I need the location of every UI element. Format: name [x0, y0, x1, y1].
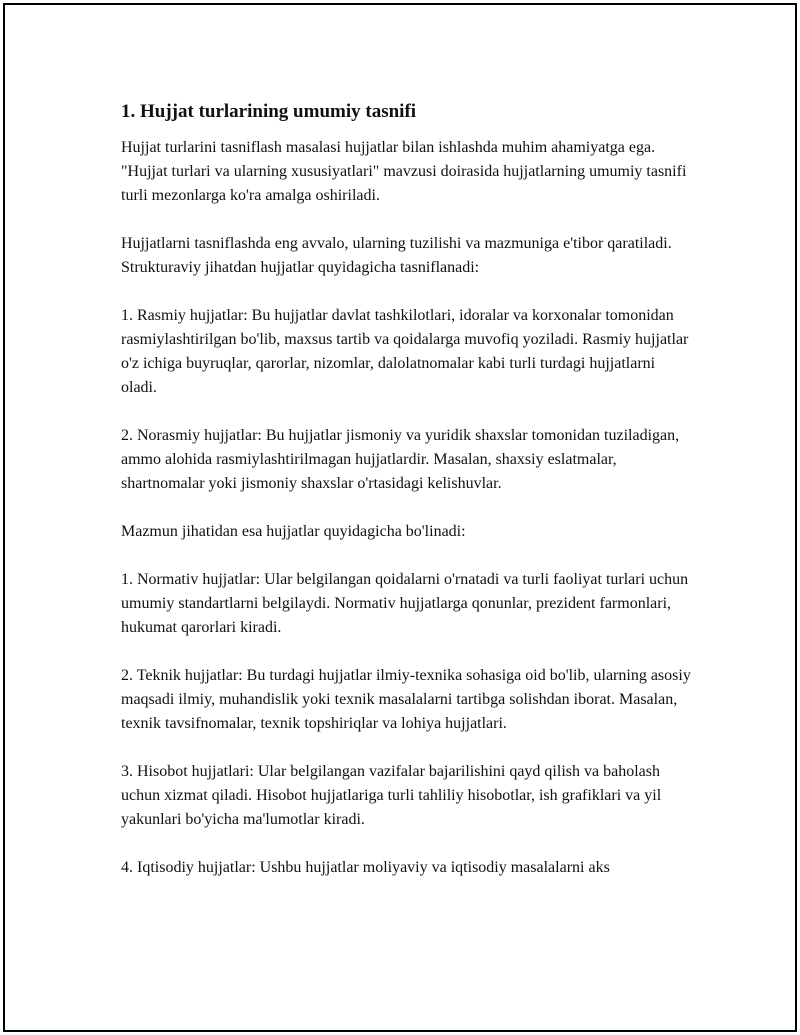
paragraph: 4. Iqtisodiy hujjatlar: Ushbu hujjatlar moliyaviy va iqtisodiy masalalarni aks [121, 859, 610, 876]
paragraph: 2. Norasmiy hujjatlar: Bu hujjatlar jismoniy va yuridik shaxslar tomonidan tuziladigan, ammo alohida rasmiylashtirilmagan hujjatlardir. Masalan, shaxsiy eslatmalar, shartnomalar yoki jismoniy shaxslar o'rtasidagi kelishuvlar. [121, 427, 680, 492]
paragraph: Mazmun jihatidan esa hujjatlar quyidagicha bo'linadi: [121, 523, 466, 540]
paragraph: 3. Hisobot hujjatlari: Ular belgilangan vazifalar bajarilishini qayd qilish va baholash uchun xizmat qiladi. Hisobot hujjatlariga turli tahliliy hisobotlar, ish grafiklari va yil yakunlari bo'yicha ma'lumotlar kiradi. [121, 763, 662, 828]
section-heading: 1. Hujjat turlarining umumiy tasnifi [121, 101, 417, 122]
document-page [3, 3, 797, 1032]
paragraph: Hujjat turlarini tasniflash masalasi hujjatlar bilan ishlashda muhim ahamiyatga ega. "Hujjat turlari va ularning xususiyatlari" mavzusi doirasida hujjatlarning umumiy tasnifi turli mezonlarga ko'ra amalga oshiriladi. [121, 139, 687, 204]
paragraph: 2. Teknik hujjatlar: Bu turdagi hujjatlar ilmiy-texnika sohasiga oid bo'lib, ularning asosiy maqsadi ilmiy, muhandislik yoki texnik masalalarni tartibga solishdan iborat. Masalan, texnik tavsifnomalar, texnik topshiriqlar va lohiya hujjatlari. [121, 667, 691, 732]
paragraph: 1. Rasmiy hujjatlar: Bu hujjatlar davlat tashkilotlari, idoralar va korxonalar tomonidan rasmiylashtirilgan bo'lib, maxsus tartib va qoidalarga muvofiq yoziladi. Rasmiy hujjatlar o'z ichiga buyruqlar, qarorlar, nizomlar, dalolatnomalar kabi turli turdagi hujjatlarni oladi. [121, 307, 689, 396]
paragraph: Hujjatlarni tasniflashda eng avvalo, ularning tuzilishi va mazmuniga e'tibor qaratiladi. Strukturaviy jihatdan hujjatlar quyidagicha tasniflanadi: [121, 235, 672, 276]
paragraph: 1. Normativ hujjatlar: Ular belgilangan qoidalarni o'rnatadi va turli faoliyat turlari uchun umumiy standartlarni belgilaydi. Normativ hujjatlarga qonunlar, prezident farmonlari, hukumat qarorlari kiradi. [121, 571, 689, 636]
document-body [121, 100, 691, 904]
